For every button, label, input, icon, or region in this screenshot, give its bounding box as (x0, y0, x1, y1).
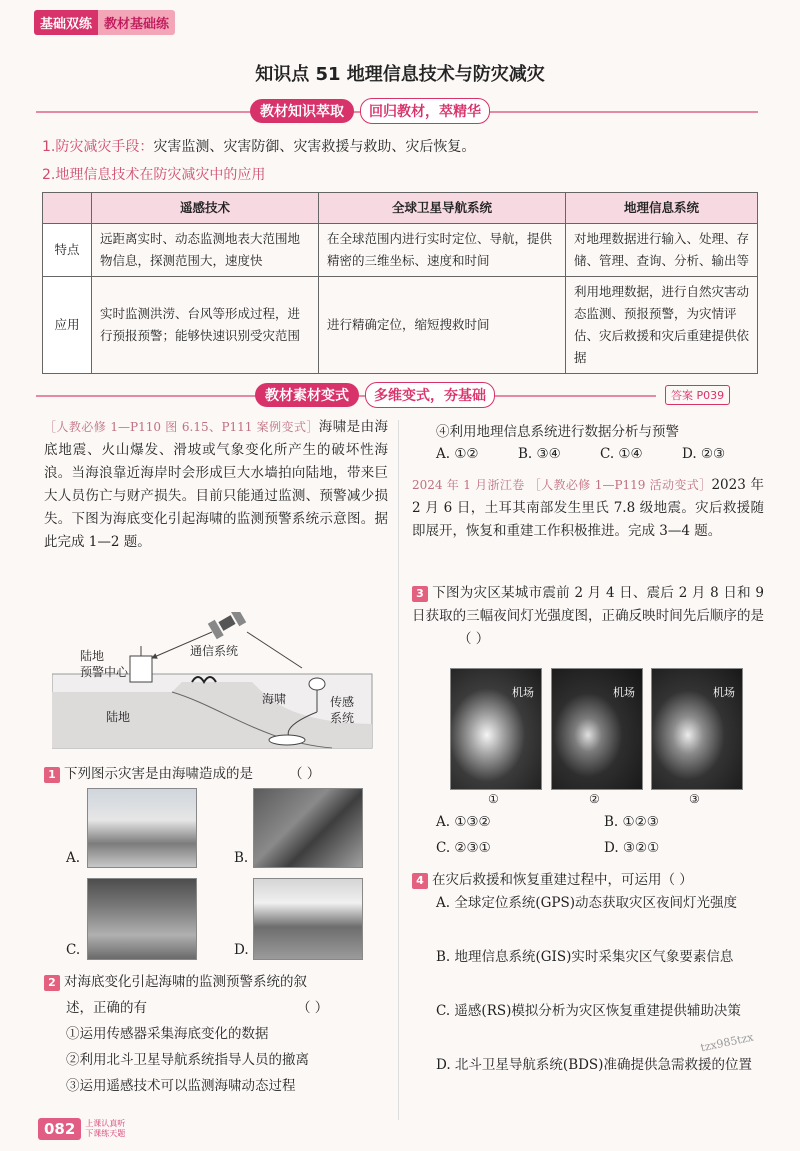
option: A. ①② (436, 446, 479, 462)
question-number: 3 (412, 586, 428, 602)
option: B. ①②③ (604, 814, 659, 830)
question-3 (412, 582, 764, 651)
question-2 (44, 970, 307, 991)
question-text: 下图为灾区某城市震前 2 月 4 日、震后 2 月 8 日和 9 日获取的三幅夜间灯光强度图，正确反映时间先后顺序的是 (412, 585, 764, 624)
label-sensor-system: 传感 系统 (330, 695, 355, 725)
page-title: 知识点 51 地理信息技术与防灾减灾 (255, 64, 545, 85)
answer-ref: 答案 P039 (665, 385, 730, 405)
table-row (43, 224, 758, 277)
buoy (309, 678, 325, 690)
band-knowledge-label: 教材知识萃取 (250, 99, 354, 123)
option: A. 全球定位系统(GPS)动态获取灾区夜间灯光强度 (436, 895, 737, 911)
footer-slogan-1: 上课认真听 (85, 1119, 126, 1128)
table-cell: 进行精确定位，缩短搜救时间 (319, 277, 566, 374)
band-material-sub: 多维变式，夯基础 (365, 382, 495, 408)
label-tsunami: 海啸 (262, 692, 287, 706)
question-4 (412, 868, 693, 889)
tag-textbook-practice: 教材基础练 (98, 10, 175, 35)
label-comm-system: 通信系统 (190, 644, 239, 658)
option: D. ②③ (682, 446, 726, 462)
source-ref: ［人教必修 1—P110 图 6.15、P111 案例变式］ (44, 420, 319, 434)
photo-d-ship-ashore (253, 878, 363, 960)
option-label: B. (234, 850, 249, 866)
photo-a-snow-collapse (87, 788, 197, 868)
tsunami-monitoring-diagram (52, 612, 388, 752)
table-cell: 对地理数据进行输入、处理、存储、管理、查询、分析、输出等 (566, 224, 758, 277)
question-text: 述，正确的有 (66, 1000, 147, 1016)
statement-item: ②利用北斗卫星导航系统指导人员的撤离 (66, 1052, 309, 1068)
photo-c-flood (87, 878, 197, 960)
option: B. 地理信息系统(GIS)实时采集灾区气象要素信息 (436, 949, 734, 965)
satellite-icon (208, 612, 246, 639)
band-material-label: 教材素材变式 (255, 383, 359, 407)
option: C. 遥感(RS)模拟分析为灾区恢复重建提供辅助决策 (436, 1003, 741, 1019)
option-label: D. (234, 942, 249, 958)
footer-slogan (85, 1119, 125, 1139)
footer-slogan-2: 下课练天题 (85, 1129, 126, 1138)
warning-center-building (130, 656, 152, 682)
option-label: C. (66, 942, 81, 958)
point-1-head: 1.防灾减灾手段： (42, 139, 154, 155)
section-tag (34, 10, 175, 34)
label-land: 陆地 (106, 710, 131, 724)
point-1 (42, 136, 475, 156)
seabed-sensor (269, 735, 305, 745)
table-corner (43, 193, 92, 224)
option: C. ①④ (600, 446, 643, 462)
label-warning-center: 陆地 预警中心 (80, 649, 129, 679)
question-1 (44, 762, 320, 783)
map-label: ③ (689, 792, 700, 806)
band-knowledge-sub: 回归教材，萃精华 (360, 98, 490, 124)
statement-item: ③运用遥感技术可以监测海啸动态过程 (66, 1078, 296, 1094)
option: C. ②③① (436, 840, 491, 856)
table-header: 全球卫星导航系统 (319, 193, 566, 224)
statement-item: ①运用传感器采集海底变化的数据 (66, 1026, 269, 1042)
table-header: 遥感技术 (92, 193, 319, 224)
page-footer (38, 1114, 140, 1144)
table-cell: 利用地理数据，进行自然灾害动态监测、预报预警，为灾情评估、灾后救援和灾后重建提供依据 (566, 277, 758, 374)
row-label: 特点 (43, 224, 92, 277)
photo-b-landslide (253, 788, 363, 868)
airport-label: 机场 (713, 686, 735, 699)
intro-text: 海啸是由海底地震、火山爆发、滑坡或气象变化所产生的破坏性海浪。当海浪靠近海岸时会形成巨大水墙拍向陆地，带来巨大人员伤亡与财产损失。目前只能通过监测、预警减少损失。下图为海底变化引起海啸的监测预警系统示意图。据此完成 1—2 题。 (44, 419, 388, 550)
map-label: ② (589, 792, 600, 806)
question-number: 1 (44, 767, 60, 783)
answer-paren: （ ） (297, 1000, 329, 1016)
table-cell: 实时监测洪涝、台风等形成过程，进行预报预警；能够快速识别受灾范围 (92, 277, 319, 374)
airport-label: 机场 (512, 686, 534, 699)
question-2-line2 (66, 996, 328, 1016)
table-header-row (43, 193, 758, 224)
option-label: A. (66, 850, 81, 866)
answer-paren: （ ） (289, 766, 321, 782)
page-number: 082 (38, 1118, 81, 1140)
option: A. ①③② (436, 814, 491, 830)
statement-item: ④利用地理信息系统进行数据分析与预警 (436, 424, 679, 440)
knowledge-table (42, 192, 758, 374)
question-text: 下列图示灾害是由海啸造成的是 (64, 766, 253, 782)
earthquake-intro (412, 474, 764, 543)
option: D. ③②① (604, 840, 660, 856)
point-1-body: 灾害监测、灾害防御、灾害救援与救助、灾后恢复。 (153, 139, 476, 155)
table-row (43, 277, 758, 374)
question-text: 对海底变化引起海啸的监测预警系统的叙 (64, 974, 307, 990)
map-label: ① (488, 792, 499, 806)
option: D. 北斗卫星导航系统(BDS)准确提供急需救援的位置 (436, 1057, 752, 1073)
watermark-text: tzx985tzx (699, 1030, 755, 1055)
airport-label: 机场 (613, 686, 635, 699)
option: B. ③④ (518, 446, 561, 462)
point-2: 2.地理信息技术在防灾减灾中的应用 (42, 167, 266, 183)
row-label: 应用 (43, 277, 92, 374)
intro-text: 2023 年 2 月 6 日，土耳其南部发生里氏 7.8 级地震。灾后救援随即展开，恢复和重建工作积极推进。完成 3—4 题。 (412, 477, 764, 539)
band-knowledge (250, 99, 490, 123)
tsunami-intro (44, 416, 388, 554)
signal-arrow-right (247, 632, 302, 668)
table-cell: 在全球范围内进行实时定位、导航，提供精密的三维坐标、速度和时间 (319, 224, 566, 277)
source-ref: 2024 年 1 月浙江卷 ［人教必修 1—P119 活动变式］ (412, 478, 712, 492)
table-header: 地理信息系统 (566, 193, 758, 224)
band-material (255, 383, 495, 407)
tag-basic-practice: 基础双练 (34, 10, 98, 35)
question-number: 4 (412, 873, 428, 889)
answer-paren: （ ） (458, 631, 490, 647)
table-cell: 远距离实时、动态监测地表大范围地物信息，探测范围大，速度快 (92, 224, 319, 277)
question-text: 在灾后救援和恢复重建过程中，可运用（ ） (432, 872, 693, 888)
column-divider (398, 420, 399, 1120)
question-number: 2 (44, 975, 60, 991)
